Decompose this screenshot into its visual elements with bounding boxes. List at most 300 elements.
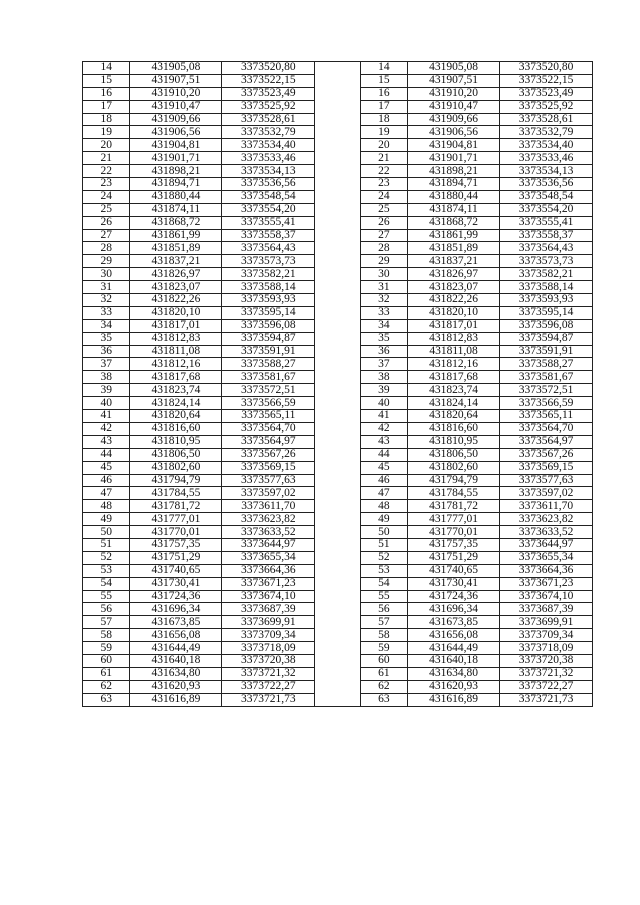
right-x-coordinate-cell: 431673,85	[408, 616, 500, 629]
right-x-coordinate-cell: 431640,18	[408, 654, 500, 667]
table-row	[83, 590, 593, 603]
right-x-coordinate-cell: 431696,34	[408, 603, 500, 616]
right-y-coordinate-cell: 3373595,14	[500, 306, 593, 319]
right-y-coordinate-cell: 3373709,34	[500, 629, 593, 642]
right-point-number-cell: 24	[360, 190, 407, 203]
left-y-coordinate-cell: 3373572,51	[222, 384, 315, 397]
right-y-coordinate-cell: 3373721,73	[500, 693, 593, 706]
right-point-number-cell: 28	[360, 242, 407, 255]
column-gap	[315, 139, 360, 152]
column-gap	[315, 474, 360, 487]
right-y-coordinate-cell: 3373564,97	[500, 435, 593, 448]
column-gap	[315, 165, 360, 178]
right-point-number-cell: 16	[360, 87, 407, 100]
right-y-coordinate-cell: 3373558,37	[500, 229, 593, 242]
table-row	[83, 629, 593, 642]
right-y-coordinate-cell: 3373611,70	[500, 500, 593, 513]
right-point-number-cell: 31	[360, 281, 407, 294]
right-point-number-cell: 60	[360, 654, 407, 667]
right-y-coordinate-cell: 3373572,51	[500, 384, 593, 397]
left-y-coordinate-cell: 3373664,36	[222, 564, 315, 577]
table-row	[83, 410, 593, 423]
column-gap	[315, 358, 360, 371]
right-y-coordinate-cell: 3373536,56	[500, 178, 593, 191]
right-y-coordinate-cell: 3373520,80	[500, 62, 593, 75]
table-row	[83, 62, 593, 75]
left-x-coordinate-cell: 431880,44	[130, 190, 222, 203]
right-point-number-cell: 51	[360, 538, 407, 551]
left-x-coordinate-cell: 431724,36	[130, 590, 222, 603]
right-x-coordinate-cell: 431817,01	[408, 319, 500, 332]
left-point-number-cell: 58	[83, 629, 130, 642]
left-x-coordinate-cell: 431822,26	[130, 294, 222, 307]
left-x-coordinate-cell: 431812,83	[130, 332, 222, 345]
right-y-coordinate-cell: 3373534,40	[500, 139, 593, 152]
left-x-coordinate-cell: 431656,08	[130, 629, 222, 642]
table-row	[83, 74, 593, 87]
right-y-coordinate-cell: 3373534,13	[500, 165, 593, 178]
left-point-number-cell: 23	[83, 178, 130, 191]
left-point-number-cell: 32	[83, 294, 130, 307]
column-gap	[315, 654, 360, 667]
left-y-coordinate-cell: 3373655,34	[222, 551, 315, 564]
left-point-number-cell: 19	[83, 126, 130, 139]
right-point-number-cell: 45	[360, 461, 407, 474]
right-y-coordinate-cell: 3373721,32	[500, 667, 593, 680]
left-y-coordinate-cell: 3373567,26	[222, 448, 315, 461]
right-x-coordinate-cell: 431901,71	[408, 152, 500, 165]
column-gap	[315, 319, 360, 332]
column-gap	[315, 538, 360, 551]
left-y-coordinate-cell: 3373554,20	[222, 203, 315, 216]
left-point-number-cell: 57	[83, 616, 130, 629]
left-x-coordinate-cell: 431620,93	[130, 680, 222, 693]
column-gap	[315, 680, 360, 693]
column-gap	[315, 62, 360, 75]
right-y-coordinate-cell: 3373528,61	[500, 113, 593, 126]
right-point-number-cell: 34	[360, 319, 407, 332]
left-point-number-cell: 61	[83, 667, 130, 680]
right-point-number-cell: 63	[360, 693, 407, 706]
table-row	[83, 345, 593, 358]
left-point-number-cell: 52	[83, 551, 130, 564]
left-x-coordinate-cell: 431820,64	[130, 410, 222, 423]
right-point-number-cell: 35	[360, 332, 407, 345]
left-y-coordinate-cell: 3373564,97	[222, 435, 315, 448]
left-y-coordinate-cell: 3373555,41	[222, 216, 315, 229]
left-y-coordinate-cell: 3373597,02	[222, 487, 315, 500]
column-gap	[315, 268, 360, 281]
right-y-coordinate-cell: 3373548,54	[500, 190, 593, 203]
left-x-coordinate-cell: 431740,65	[130, 564, 222, 577]
right-x-coordinate-cell: 431730,41	[408, 577, 500, 590]
table-row	[83, 654, 593, 667]
table-row	[83, 126, 593, 139]
column-gap	[315, 629, 360, 642]
column-gap	[315, 113, 360, 126]
left-point-number-cell: 59	[83, 642, 130, 655]
left-point-number-cell: 55	[83, 590, 130, 603]
left-y-coordinate-cell: 3373566,59	[222, 397, 315, 410]
right-y-coordinate-cell: 3373582,21	[500, 268, 593, 281]
right-x-coordinate-cell: 431894,71	[408, 178, 500, 191]
left-x-coordinate-cell: 431826,97	[130, 268, 222, 281]
right-y-coordinate-cell: 3373699,91	[500, 616, 593, 629]
left-y-coordinate-cell: 3373523,49	[222, 87, 315, 100]
right-y-coordinate-cell: 3373644,97	[500, 538, 593, 551]
table-row	[83, 642, 593, 655]
left-y-coordinate-cell: 3373532,79	[222, 126, 315, 139]
right-point-number-cell: 49	[360, 513, 407, 526]
right-point-number-cell: 52	[360, 551, 407, 564]
right-x-coordinate-cell: 431644,49	[408, 642, 500, 655]
table-row	[83, 190, 593, 203]
column-gap	[315, 642, 360, 655]
column-gap	[315, 564, 360, 577]
right-x-coordinate-cell: 431812,83	[408, 332, 500, 345]
right-x-coordinate-cell: 431616,89	[408, 693, 500, 706]
table-row	[83, 113, 593, 126]
left-y-coordinate-cell: 3373581,67	[222, 371, 315, 384]
right-x-coordinate-cell: 431816,60	[408, 422, 500, 435]
right-y-coordinate-cell: 3373671,23	[500, 577, 593, 590]
left-x-coordinate-cell: 431824,14	[130, 397, 222, 410]
left-x-coordinate-cell: 431806,50	[130, 448, 222, 461]
left-y-coordinate-cell: 3373595,14	[222, 306, 315, 319]
left-y-coordinate-cell: 3373534,13	[222, 165, 315, 178]
column-gap	[315, 87, 360, 100]
table-row	[83, 87, 593, 100]
table-row	[83, 229, 593, 242]
right-x-coordinate-cell: 431634,80	[408, 667, 500, 680]
right-y-coordinate-cell: 3373555,41	[500, 216, 593, 229]
left-x-coordinate-cell: 431820,10	[130, 306, 222, 319]
column-gap	[315, 371, 360, 384]
left-point-number-cell: 20	[83, 139, 130, 152]
column-gap	[315, 435, 360, 448]
left-y-coordinate-cell: 3373674,10	[222, 590, 315, 603]
left-x-coordinate-cell: 431794,79	[130, 474, 222, 487]
right-y-coordinate-cell: 3373596,08	[500, 319, 593, 332]
column-gap	[315, 345, 360, 358]
column-gap	[315, 332, 360, 345]
right-x-coordinate-cell: 431784,55	[408, 487, 500, 500]
table-row	[83, 242, 593, 255]
right-point-number-cell: 48	[360, 500, 407, 513]
right-x-coordinate-cell: 431861,99	[408, 229, 500, 242]
right-x-coordinate-cell: 431851,89	[408, 242, 500, 255]
table-row	[83, 667, 593, 680]
right-x-coordinate-cell: 431823,74	[408, 384, 500, 397]
right-y-coordinate-cell: 3373566,59	[500, 397, 593, 410]
left-x-coordinate-cell: 431696,34	[130, 603, 222, 616]
table-row	[83, 178, 593, 191]
right-y-coordinate-cell: 3373532,79	[500, 126, 593, 139]
right-y-coordinate-cell: 3373533,46	[500, 152, 593, 165]
right-point-number-cell: 61	[360, 667, 407, 680]
right-point-number-cell: 42	[360, 422, 407, 435]
left-x-coordinate-cell: 431784,55	[130, 487, 222, 500]
right-y-coordinate-cell: 3373674,10	[500, 590, 593, 603]
left-x-coordinate-cell: 431901,71	[130, 152, 222, 165]
table-row	[83, 526, 593, 539]
column-gap	[315, 526, 360, 539]
column-gap	[315, 190, 360, 203]
right-x-coordinate-cell: 431826,97	[408, 268, 500, 281]
left-point-number-cell: 25	[83, 203, 130, 216]
left-y-coordinate-cell: 3373533,46	[222, 152, 315, 165]
right-x-coordinate-cell: 431656,08	[408, 629, 500, 642]
table-row	[83, 448, 593, 461]
left-x-coordinate-cell: 431905,08	[130, 62, 222, 75]
right-point-number-cell: 17	[360, 100, 407, 113]
left-x-coordinate-cell: 431837,21	[130, 255, 222, 268]
column-gap	[315, 603, 360, 616]
column-gap	[315, 306, 360, 319]
right-point-number-cell: 33	[360, 306, 407, 319]
left-y-coordinate-cell: 3373722,27	[222, 680, 315, 693]
right-x-coordinate-cell: 431820,64	[408, 410, 500, 423]
left-y-coordinate-cell: 3373593,93	[222, 294, 315, 307]
right-point-number-cell: 58	[360, 629, 407, 642]
right-y-coordinate-cell: 3373593,93	[500, 294, 593, 307]
left-x-coordinate-cell: 431770,01	[130, 526, 222, 539]
left-point-number-cell: 47	[83, 487, 130, 500]
left-point-number-cell: 33	[83, 306, 130, 319]
right-point-number-cell: 27	[360, 229, 407, 242]
right-x-coordinate-cell: 431777,01	[408, 513, 500, 526]
right-point-number-cell: 18	[360, 113, 407, 126]
right-y-coordinate-cell: 3373564,70	[500, 422, 593, 435]
column-gap	[315, 203, 360, 216]
right-point-number-cell: 59	[360, 642, 407, 655]
left-y-coordinate-cell: 3373720,38	[222, 654, 315, 667]
column-gap	[315, 281, 360, 294]
column-gap	[315, 513, 360, 526]
column-gap	[315, 461, 360, 474]
right-y-coordinate-cell: 3373588,27	[500, 358, 593, 371]
right-x-coordinate-cell: 431817,68	[408, 371, 500, 384]
right-point-number-cell: 55	[360, 590, 407, 603]
right-point-number-cell: 14	[360, 62, 407, 75]
column-gap	[315, 152, 360, 165]
right-y-coordinate-cell: 3373687,39	[500, 603, 593, 616]
column-gap	[315, 229, 360, 242]
left-x-coordinate-cell: 431812,16	[130, 358, 222, 371]
table-row	[83, 255, 593, 268]
right-point-number-cell: 39	[360, 384, 407, 397]
column-gap	[315, 422, 360, 435]
right-y-coordinate-cell: 3373565,11	[500, 410, 593, 423]
table-row	[83, 139, 593, 152]
right-point-number-cell: 62	[360, 680, 407, 693]
table-row	[83, 500, 593, 513]
left-y-coordinate-cell: 3373522,15	[222, 74, 315, 87]
left-x-coordinate-cell: 431817,01	[130, 319, 222, 332]
right-point-number-cell: 22	[360, 165, 407, 178]
column-gap	[315, 242, 360, 255]
left-x-coordinate-cell: 431777,01	[130, 513, 222, 526]
right-x-coordinate-cell: 431880,44	[408, 190, 500, 203]
coordinates-table	[82, 61, 593, 707]
right-y-coordinate-cell: 3373554,20	[500, 203, 593, 216]
left-point-number-cell: 26	[83, 216, 130, 229]
right-point-number-cell: 43	[360, 435, 407, 448]
right-point-number-cell: 54	[360, 577, 407, 590]
column-gap	[315, 616, 360, 629]
table-row	[83, 435, 593, 448]
left-point-number-cell: 41	[83, 410, 130, 423]
left-x-coordinate-cell: 431907,51	[130, 74, 222, 87]
table-row	[83, 603, 593, 616]
right-y-coordinate-cell: 3373722,27	[500, 680, 593, 693]
table-row	[83, 281, 593, 294]
left-x-coordinate-cell: 431861,99	[130, 229, 222, 242]
table-row	[83, 397, 593, 410]
table-row	[83, 216, 593, 229]
right-y-coordinate-cell: 3373655,34	[500, 551, 593, 564]
left-y-coordinate-cell: 3373588,14	[222, 281, 315, 294]
left-point-number-cell: 34	[83, 319, 130, 332]
table-row	[83, 332, 593, 345]
table-row	[83, 564, 593, 577]
left-y-coordinate-cell: 3373520,80	[222, 62, 315, 75]
right-point-number-cell: 32	[360, 294, 407, 307]
column-gap	[315, 126, 360, 139]
left-x-coordinate-cell: 431751,29	[130, 551, 222, 564]
right-point-number-cell: 23	[360, 178, 407, 191]
left-y-coordinate-cell: 3373564,43	[222, 242, 315, 255]
right-y-coordinate-cell: 3373522,15	[500, 74, 593, 87]
right-y-coordinate-cell: 3373573,73	[500, 255, 593, 268]
left-y-coordinate-cell: 3373565,11	[222, 410, 315, 423]
left-y-coordinate-cell: 3373525,92	[222, 100, 315, 113]
table-row	[83, 152, 593, 165]
column-gap	[315, 294, 360, 307]
left-point-number-cell: 62	[83, 680, 130, 693]
left-x-coordinate-cell: 431868,72	[130, 216, 222, 229]
right-x-coordinate-cell: 431810,95	[408, 435, 500, 448]
right-point-number-cell: 21	[360, 152, 407, 165]
right-point-number-cell: 25	[360, 203, 407, 216]
left-point-number-cell: 36	[83, 345, 130, 358]
right-y-coordinate-cell: 3373597,02	[500, 487, 593, 500]
left-point-number-cell: 21	[83, 152, 130, 165]
right-point-number-cell: 36	[360, 345, 407, 358]
right-y-coordinate-cell: 3373633,52	[500, 526, 593, 539]
right-y-coordinate-cell: 3373581,67	[500, 371, 593, 384]
column-gap	[315, 487, 360, 500]
right-x-coordinate-cell: 431837,21	[408, 255, 500, 268]
left-y-coordinate-cell: 3373623,82	[222, 513, 315, 526]
left-x-coordinate-cell: 431874,11	[130, 203, 222, 216]
column-gap	[315, 397, 360, 410]
right-x-coordinate-cell: 431906,56	[408, 126, 500, 139]
table-row	[83, 319, 593, 332]
left-point-number-cell: 44	[83, 448, 130, 461]
table-row	[83, 358, 593, 371]
right-y-coordinate-cell: 3373623,82	[500, 513, 593, 526]
left-point-number-cell: 39	[83, 384, 130, 397]
left-x-coordinate-cell: 431894,71	[130, 178, 222, 191]
table-row	[83, 384, 593, 397]
right-y-coordinate-cell: 3373525,92	[500, 100, 593, 113]
left-point-number-cell: 28	[83, 242, 130, 255]
right-x-coordinate-cell: 431811,08	[408, 345, 500, 358]
right-x-coordinate-cell: 431824,14	[408, 397, 500, 410]
right-point-number-cell: 26	[360, 216, 407, 229]
left-x-coordinate-cell: 431909,66	[130, 113, 222, 126]
right-x-coordinate-cell: 431904,81	[408, 139, 500, 152]
table-row	[83, 513, 593, 526]
right-x-coordinate-cell: 431812,16	[408, 358, 500, 371]
table-row	[83, 616, 593, 629]
right-y-coordinate-cell: 3373577,63	[500, 474, 593, 487]
column-gap	[315, 590, 360, 603]
left-point-number-cell: 16	[83, 87, 130, 100]
table-row	[83, 474, 593, 487]
column-gap	[315, 178, 360, 191]
column-gap	[315, 255, 360, 268]
right-point-number-cell: 20	[360, 139, 407, 152]
left-x-coordinate-cell: 431673,85	[130, 616, 222, 629]
right-x-coordinate-cell: 431757,35	[408, 538, 500, 551]
left-y-coordinate-cell: 3373534,40	[222, 139, 315, 152]
left-point-number-cell: 27	[83, 229, 130, 242]
right-point-number-cell: 40	[360, 397, 407, 410]
left-x-coordinate-cell: 431616,89	[130, 693, 222, 706]
left-x-coordinate-cell: 431634,80	[130, 667, 222, 680]
right-y-coordinate-cell: 3373720,38	[500, 654, 593, 667]
right-x-coordinate-cell: 431724,36	[408, 590, 500, 603]
table-row	[83, 577, 593, 590]
table-row	[83, 203, 593, 216]
right-x-coordinate-cell: 431868,72	[408, 216, 500, 229]
column-gap	[315, 551, 360, 564]
left-point-number-cell: 31	[83, 281, 130, 294]
left-y-coordinate-cell: 3373569,15	[222, 461, 315, 474]
table-row	[83, 306, 593, 319]
left-x-coordinate-cell: 431802,60	[130, 461, 222, 474]
left-y-coordinate-cell: 3373633,52	[222, 526, 315, 539]
left-point-number-cell: 51	[83, 538, 130, 551]
left-y-coordinate-cell: 3373564,70	[222, 422, 315, 435]
right-y-coordinate-cell: 3373718,09	[500, 642, 593, 655]
left-x-coordinate-cell: 431757,35	[130, 538, 222, 551]
column-gap	[315, 448, 360, 461]
left-x-coordinate-cell: 431810,95	[130, 435, 222, 448]
left-point-number-cell: 17	[83, 100, 130, 113]
right-x-coordinate-cell: 431620,93	[408, 680, 500, 693]
right-x-coordinate-cell: 431823,07	[408, 281, 500, 294]
table-row	[83, 294, 593, 307]
left-point-number-cell: 48	[83, 500, 130, 513]
right-y-coordinate-cell: 3373569,15	[500, 461, 593, 474]
right-x-coordinate-cell: 431910,47	[408, 100, 500, 113]
right-point-number-cell: 30	[360, 268, 407, 281]
left-y-coordinate-cell: 3373718,09	[222, 642, 315, 655]
left-point-number-cell: 15	[83, 74, 130, 87]
table-row	[83, 461, 593, 474]
right-x-coordinate-cell: 431905,08	[408, 62, 500, 75]
right-point-number-cell: 37	[360, 358, 407, 371]
right-point-number-cell: 38	[360, 371, 407, 384]
right-x-coordinate-cell: 431874,11	[408, 203, 500, 216]
left-point-number-cell: 38	[83, 371, 130, 384]
left-y-coordinate-cell: 3373709,34	[222, 629, 315, 642]
left-point-number-cell: 53	[83, 564, 130, 577]
left-x-coordinate-cell: 431904,81	[130, 139, 222, 152]
